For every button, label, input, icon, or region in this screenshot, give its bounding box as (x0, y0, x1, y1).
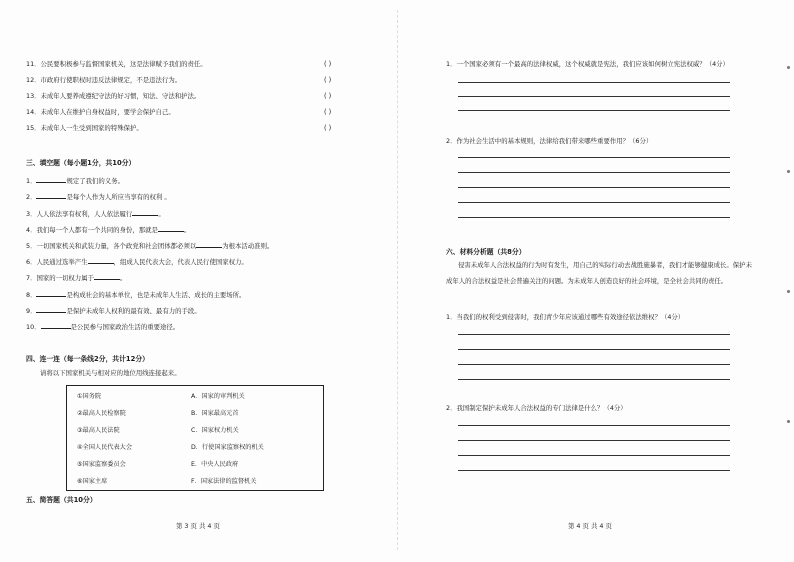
match-right-item[interactable]: E．中央人民政府 (191, 461, 239, 468)
answer-line[interactable] (458, 110, 730, 111)
scan-speck (787, 66, 790, 69)
fill-blank[interactable] (88, 257, 114, 264)
answer-line[interactable] (458, 334, 730, 335)
fill-text: 。 (183, 226, 191, 234)
question-text: 2．作为社会生活中的基本规则，法律给我们带来哪些重要作用？（6分） (446, 137, 653, 145)
fill-text: 。 (119, 274, 127, 282)
fill-text: ，组成人民代表大会，代表人民行使国家权力。 (113, 258, 248, 266)
match-left-item[interactable]: ⑥国家主席 (77, 478, 108, 485)
fill-text: 5．一切国家机关和武装力量，各个政党和社会团体都必须以 (26, 242, 197, 250)
match-right-item[interactable]: F．国家法律的监督机关 (191, 478, 257, 485)
answer-line[interactable] (458, 202, 730, 203)
match-right-item[interactable]: D．行使国家监察权的机关 (191, 444, 264, 451)
answer-paren[interactable]: ( ) (324, 76, 332, 84)
section-fill-title: 三、填空题（每小题1分，共10分） (26, 159, 136, 167)
answer-paren[interactable]: ( ) (324, 92, 332, 100)
page-number: 第 3 页 共 4 页 (176, 522, 220, 530)
section-match-title: 四、连一连（每一条线2分，共计12分） (26, 355, 149, 363)
answer-line[interactable] (458, 217, 730, 218)
page-4 (438, 0, 768, 562)
fill-text: 是每个人作为人所应当享有的权利 。 (66, 193, 171, 201)
answer-paren[interactable]: ( ) (324, 108, 332, 116)
judgment-item: 11．公民要积极参与监督国家机关，这是法律赋予我们的责任。 (26, 60, 207, 68)
fill-text: 10． (26, 323, 41, 331)
answer-line[interactable] (458, 96, 730, 97)
answer-line[interactable] (458, 364, 730, 365)
match-left-item[interactable]: ④全国人民代表大会 (77, 444, 133, 451)
fill-blank[interactable] (36, 192, 66, 199)
match-right-item[interactable]: B．国家最高元首 (191, 410, 239, 417)
answer-paren[interactable]: ( ) (324, 60, 332, 68)
answer-line[interactable] (458, 349, 730, 350)
answer-line[interactable] (458, 157, 730, 158)
fill-item (26, 306, 201, 315)
fill-text: 9． (26, 307, 37, 315)
match-instruction: 请将以下国家机关与相对应的地位用线连接起来。 (40, 369, 181, 377)
fill-text: 6．人民通过选举产生 (26, 258, 88, 266)
fill-text: 2． (26, 193, 37, 201)
fill-item (26, 209, 165, 218)
match-left-item[interactable]: ⑤国家监察委员会 (77, 461, 126, 468)
fill-blank[interactable] (158, 225, 184, 232)
answer-line[interactable] (458, 455, 730, 456)
fill-item (26, 273, 126, 282)
match-right-item[interactable]: A．国家的审判机关 (191, 393, 245, 400)
fill-text: 7．国家的一切权力属于 (26, 274, 94, 282)
fill-blank[interactable] (196, 241, 222, 248)
fill-text: 1． (26, 177, 37, 185)
question-text: 1．当我们的权利受到侵害时，我们青少年应该通过哪些有效途径依法维权？（4分） (446, 313, 685, 321)
fill-item (26, 241, 273, 250)
judgment-item: 13．未成年人要养成遵纪守法的好习惯，知法、守法和护法。 (26, 92, 201, 100)
fill-blank[interactable] (132, 209, 158, 216)
answer-line[interactable] (458, 425, 730, 426)
page-number: 第 4 页 共 4 页 (568, 522, 612, 530)
answer-line[interactable] (458, 187, 730, 188)
match-box (66, 385, 324, 491)
answer-line[interactable] (458, 470, 730, 471)
fill-item (26, 225, 190, 234)
fill-blank[interactable] (36, 176, 66, 183)
page-3 (22, 0, 362, 562)
fill-text: 3．人人依法享有权利，人人依法履行 (26, 210, 133, 218)
answer-line[interactable] (458, 379, 730, 380)
answer-line[interactable] (458, 82, 730, 83)
match-right-item[interactable]: C．国家权力机关 (191, 427, 239, 434)
fill-blank[interactable] (94, 273, 120, 280)
fill-text: 是保护未成年人权利的最有效、最有力的手段。 (66, 307, 201, 315)
answer-line[interactable] (458, 172, 730, 173)
fill-blank[interactable] (36, 290, 66, 297)
scan-speck (787, 290, 790, 293)
fill-item (26, 257, 248, 266)
fill-text: 。 (158, 210, 165, 218)
answer-line[interactable] (458, 440, 730, 441)
page-divider (397, 10, 398, 550)
fill-item (26, 322, 179, 331)
scan-speck (787, 170, 790, 173)
match-left-item[interactable]: ③最高人民法院 (77, 427, 120, 434)
fill-text: 4．我们每一个人都有一个共同的身份，那就是 (26, 226, 158, 234)
fill-item (26, 176, 124, 185)
scan-speck (787, 420, 790, 423)
match-left-item[interactable]: ②最高人民检察院 (77, 410, 126, 417)
fill-text: 规定了我们的义务。 (66, 177, 124, 185)
judgment-item: 14．未成年人在维护自身权益时，要学会保护自己。 (26, 108, 175, 116)
fill-text: 是构成社会的基本单位，也是未成年人生活、成长的主要场所。 (66, 291, 246, 299)
judgment-item: 15．未成年人一生受到国家的特殊保护。 (26, 124, 143, 132)
fill-blank[interactable] (36, 306, 66, 313)
fill-text: 8． (26, 291, 37, 299)
section-material-title: 六、材料分析题（共8分） (446, 248, 526, 256)
section-short-answer-title: 五、简答题（共10分） (26, 496, 97, 504)
judgment-item: 12．市政府行使职权时违反法律规定，不是违法行为。 (26, 76, 182, 84)
fill-item (26, 192, 171, 201)
match-left-item[interactable]: ①国务院 (77, 393, 102, 400)
material-paragraph: 侵害未成年人合法权益的行为时有发生，用自己的实际行动去战胜施暴者，我们才能够健康成长。保护未成年人的合法权益是社会普遍关注的问题。为未成年人创造良好的社会环境，是全社会共同的责任。 (446, 261, 752, 285)
fill-item (26, 290, 245, 299)
fill-text: 为根本活动准则。 (222, 242, 274, 250)
fill-text: 是公民参与国家政治生活的重要途径。 (70, 323, 180, 331)
answer-paren[interactable]: ( ) (324, 124, 332, 132)
question-text: 2．我国制定保护未成年人合法权益的专门法律是什么？（4分） (446, 404, 627, 412)
question-text: 1．一个国家必须有一个最高的法律权威，这个权威就是宪法，我们应该如何树立宪法权威？（4分） (446, 60, 729, 68)
fill-blank[interactable] (41, 322, 71, 329)
